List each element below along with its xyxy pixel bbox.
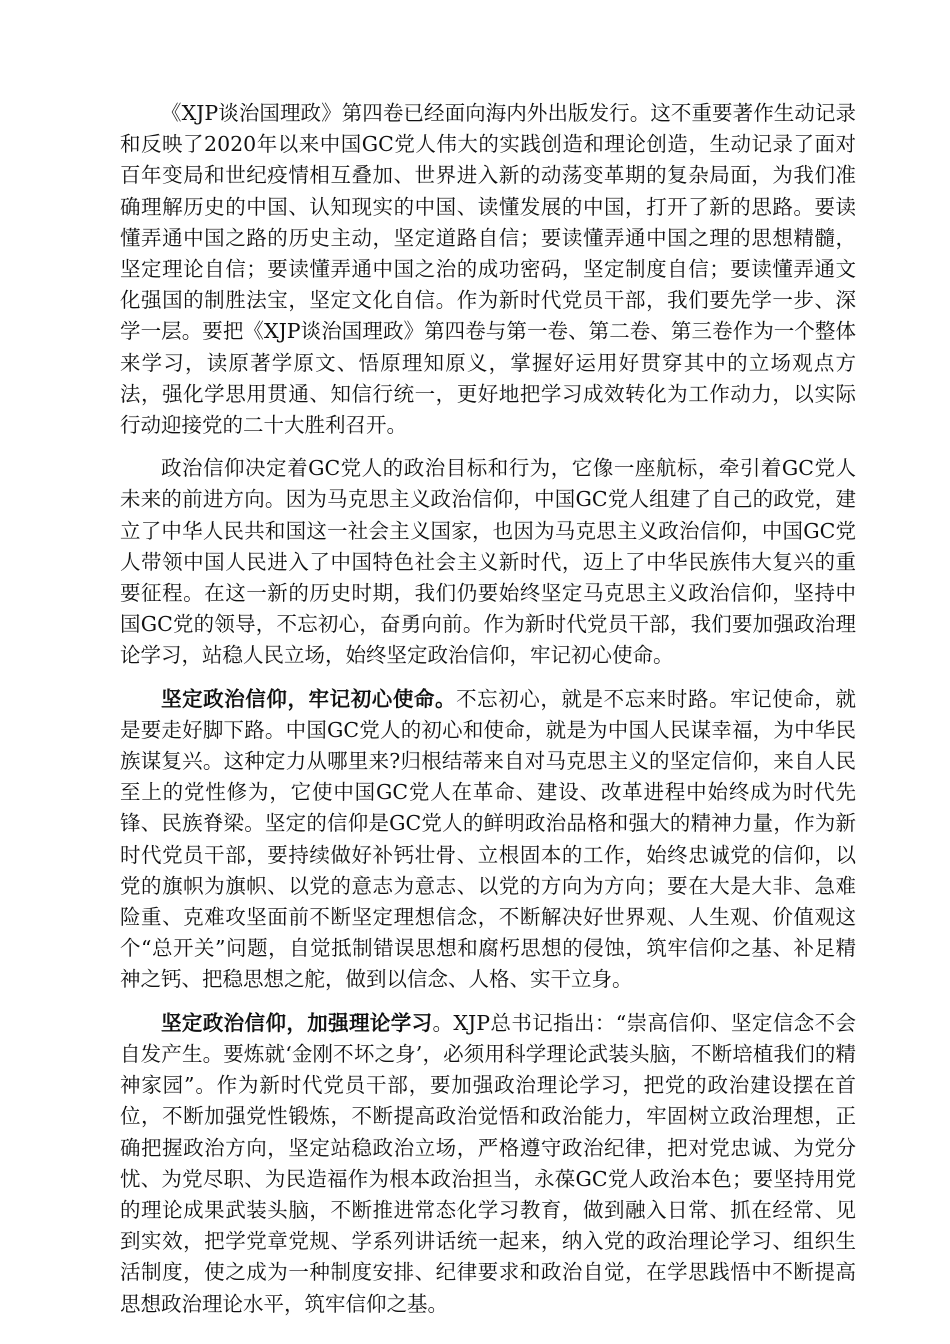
paragraph-theory-study [120,1008,856,1320]
paragraph-lead-heading: 坚定政治信仰，加强理论学习 [161,1010,433,1035]
paragraph-political-belief [120,453,856,671]
paragraph-text: 《XJP谈治国理政》第四卷已经面向海内外出版发行。这不重要著作生动记录和反映了2020年以来中国GC党人伟大的实践创造和理论创造，生动记录了面对百年变局和世纪疫情相互叠加、世界进入新的动荡变革期的复杂局面，为我们准确理解历史的中国、认知现实的中国、读懂发展的中国，打开了新的思路。要读懂弄通中国之路的历史主动，坚定道路自信；要读懂弄通中国之理的思想精髓，坚定理论自信；要读懂弄通中国之治的成功密码，坚定制度自信；要读懂弄通文化强国的制胜法宝，坚定文化自信。作为新时代党员干部，我们要先学一步、深学一层。要把《XJP谈治国理政》第四卷与第一卷、第二卷、第三卷作为一个整体来学习，读原著学原文、悟原理知原义，掌握好运用好贯穿其中的立场观点方法，强化学思用贯通、知信行统一，更好地把学习成效转化为工作动力，以实际行动迎接党的二十大胜利召开。 [120,101,856,438]
paragraph-original-mission [120,684,856,996]
paragraph-text: 政治信仰决定着GC党人的政治目标和行为，它像一座航标，牵引着GC党人未来的前进方向。因为马克思主义政治信仰，中国GC党人组建了自己的政党，建立了中华人民共和国这一社会主义国家，也因为马克思主义政治信仰，中国GC党人带领中国人民进入了中国特色社会主义新时代，迈上了中华民族伟大复兴的重要征程。在这一新的历史时期，我们仍要始终坚定马克思主义政治信仰，坚持中国GC党的领导，不忘初心，奋勇向前。作为新时代党员干部，我们要加强政治理论学习，站稳人民立场，始终坚定政治信仰，牢记初心使命。 [120,456,856,668]
document-page [120,98,856,1332]
paragraph-intro [120,98,856,441]
paragraph-text: 。XJP总书记指出：“崇高信仰、坚定信念不会自发产生。要炼就‘金刚不坏之身’，必须用科学理论武装头脑，不断培植我们的精神家园”。作为新时代党员干部，要加强政治理论学习，把党的政治建设摆在首位，不断加强党性锻炼，不断提高政治觉悟和政治能力，牢固树立政治理想，正确把握政治方向，坚定站稳政治立场，严格遵守政治纪律，把对党忠诚、为党分忧、为党尽职、为民造福作为根本政治担当，永葆GC党人政治本色；要坚持用党的理论成果武装头脑，不断推进常态化学习教育，做到融入日常、抓在经常、见到实效，把学党章党规、学系列讲话统一起来，纳入党的政治理论学习、组织生活制度，使之成为一种制度安排、纪律要求和政治自觉，在学思践悟中不断提高思想政治理论水平，筑牢信仰之基。 [120,1010,856,1316]
paragraph-lead-heading: 坚定政治信仰，牢记初心使命。 [161,686,457,711]
paragraph-text: 不忘初心，就是不忘来时路。牢记使命，就是要走好脚下路。中国GC党人的初心和使命，就是为中国人民谋幸福，为中华民族谋复兴。这种定力从哪里来?归根结蒂来自对马克思主义的坚定信仰，来自人民至上的党性修为，它使中国GC党人在革命、建设、改革进程中始终成为时代先锋、民族脊梁。坚定的信仰是GC党人的鲜明政治品格和强大的精神力量，作为新时代党员干部，要持续做好补钙壮骨、立根固本的工作，始终忠诚党的信仰，以党的旗帜为旗帜、以党的意志为意志、以党的方向为方向；要在大是大非、急难险重、克难攻坚面前不断坚定理想信念，不断解决好世界观、人生观、价值观这个“总开关”问题，自觉抵制错误思想和腐朽思想的侵蚀，筑牢信仰之基、补足精神之钙、把稳思想之舵，做到以信念、人格、实干立身。 [120,686,856,992]
